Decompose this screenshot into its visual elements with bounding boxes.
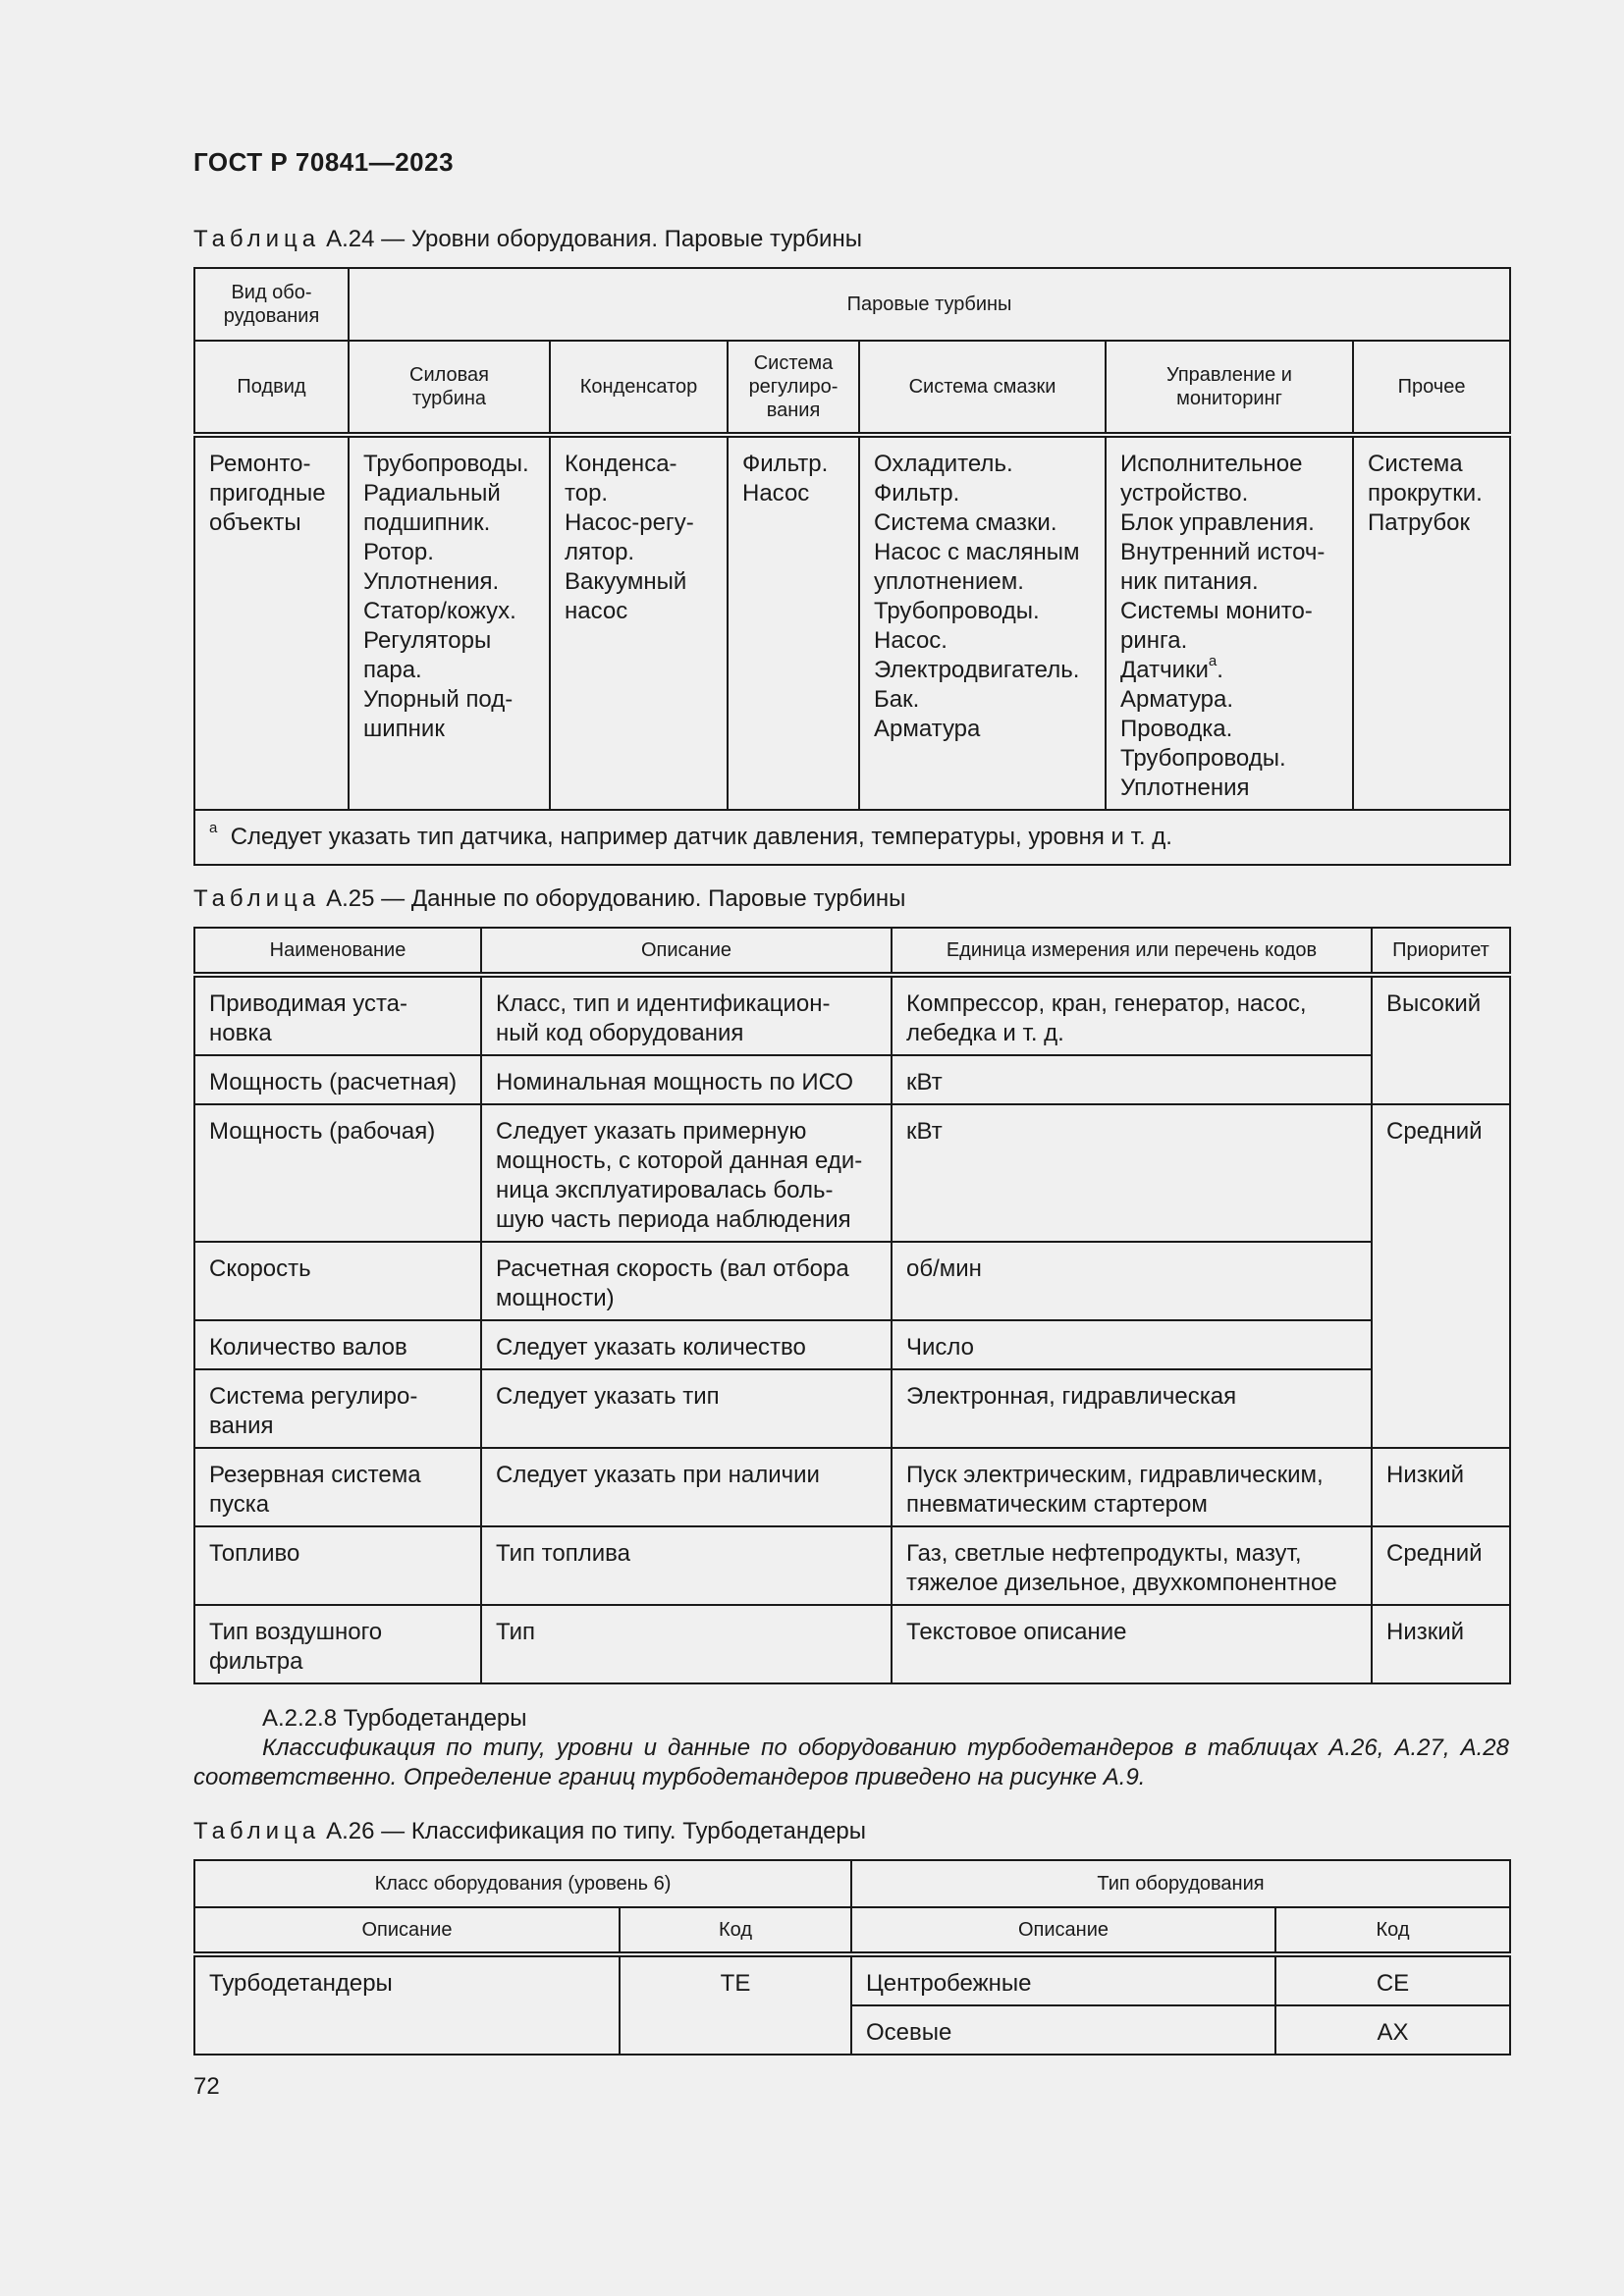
cell-control-monitoring bbox=[1106, 435, 1353, 810]
class-code: TE bbox=[620, 1954, 851, 2055]
row-name: Мощность (рабочая) bbox=[194, 1104, 481, 1242]
row-unit: Пуск электрическим, гидравлическим, пневматическим стартером bbox=[892, 1448, 1372, 1526]
row-name: Мощность (расчетная) bbox=[194, 1055, 481, 1104]
cell-other: Система прокрутки. Патрубок bbox=[1353, 435, 1510, 810]
row-description: Номинальная мощность по ИСО bbox=[481, 1055, 892, 1104]
header-lube-system: Система смазки bbox=[859, 341, 1106, 435]
row-unit: Текстовое описание bbox=[892, 1605, 1372, 1683]
type-description: Осевые bbox=[851, 2005, 1275, 2055]
row-description: Следует указать при наличии bbox=[481, 1448, 892, 1526]
header-priority: Приоритет bbox=[1372, 928, 1510, 975]
cell-control-system: Фильтр. Насос bbox=[728, 435, 859, 810]
row-description: Следует указать тип bbox=[481, 1369, 892, 1448]
table-row bbox=[194, 1242, 1510, 1320]
section-paragraph: Классификация по типу, уровни и данные по оборудованию турбодетандеров в таблицах А.26, А.27, А.28 соответственно. Определение границ турбодетандеров приведено на рисунке А.9. bbox=[193, 1735, 1509, 1790]
type-description: Центробежные bbox=[851, 1954, 1275, 2005]
header-equipment-class: Класс оборудования (уровень 6) bbox=[194, 1860, 851, 1907]
row-unit: Газ, светлые нефтепродукты, мазут, тяжелое дизельное, двухкомпонентное bbox=[892, 1526, 1372, 1605]
footnote-ref: a bbox=[1208, 653, 1218, 669]
table-row bbox=[194, 1605, 1510, 1683]
row-label-maintainable: Ремонто- пригодные объекты bbox=[194, 435, 349, 810]
row-name: Топливо bbox=[194, 1526, 481, 1605]
row-name: Количество валов bbox=[194, 1320, 481, 1369]
sensors-item: Датчики$^a$. bbox=[1120, 653, 1223, 683]
table-row bbox=[194, 1448, 1510, 1526]
table-a26 bbox=[193, 1859, 1511, 2056]
table-row bbox=[194, 1526, 1510, 1605]
caption-text: А.26 — Классификация по типу. Турбодетандеры bbox=[326, 1818, 867, 1844]
page-number: 72 bbox=[193, 2073, 220, 2100]
table-a24-caption bbox=[193, 226, 862, 253]
row-description: Расчетная скорость (вал отбора мощности) bbox=[481, 1242, 892, 1320]
row-priority: Средний bbox=[1372, 1104, 1510, 1448]
row-unit: Электронная, гидравлическая bbox=[892, 1369, 1372, 1448]
header-type-code: Код bbox=[1275, 1907, 1510, 1954]
table-row bbox=[194, 1954, 1510, 2005]
footnote-mark: a bbox=[209, 820, 218, 836]
footnote bbox=[194, 810, 1510, 865]
table-a25-caption bbox=[193, 885, 905, 913]
row-name: Резервная система пуска bbox=[194, 1448, 481, 1526]
row-name: Тип воздушного фильтра bbox=[194, 1605, 481, 1683]
control-items-tail: Арматура. Проводка. Трубопроводы. Уплотнения bbox=[1120, 686, 1286, 801]
section-turboexpanders bbox=[193, 1704, 1509, 1792]
header-subtype: Подвид bbox=[194, 341, 349, 435]
type-code: CE bbox=[1275, 1954, 1510, 2005]
table-row bbox=[194, 975, 1510, 1055]
table-row bbox=[194, 1104, 1510, 1242]
row-unit: кВт bbox=[892, 1055, 1372, 1104]
header-description: Описание bbox=[481, 928, 892, 975]
table-row bbox=[194, 1369, 1510, 1448]
cell-power-turbine: Трубопроводы. Радиальный подшипник. Ротор. Уплотнения. Статор/кожух. Регуляторы пара. Упорный под- шипник bbox=[349, 435, 550, 810]
table-row bbox=[194, 1320, 1510, 1369]
header-condenser: Конденсатор bbox=[550, 341, 728, 435]
header-power-turbine: Силовая турбина bbox=[349, 341, 550, 435]
caption-prefix: Таблица bbox=[193, 226, 321, 252]
cell-condenser: Конденса- тор. Насос-регу- лятор. Вакуумный насос bbox=[550, 435, 728, 810]
caption-text: А.25 — Данные по оборудованию. Паровые турбины bbox=[326, 885, 906, 912]
row-priority: Высокий bbox=[1372, 975, 1510, 1104]
header-class-code: Код bbox=[620, 1907, 851, 1954]
row-priority: Низкий bbox=[1372, 1448, 1510, 1526]
class-description: Турбодетандеры bbox=[194, 1954, 620, 2055]
footnote-text: Следует указать тип датчика, например датчик давления, температуры, уровня и т. д. bbox=[230, 824, 1172, 850]
caption-text: А.24 — Уровни оборудования. Паровые турбины bbox=[326, 226, 862, 252]
row-name: Скорость bbox=[194, 1242, 481, 1320]
header-unit: Единица измерения или перечень кодов bbox=[892, 928, 1372, 975]
row-description: Следует указать количество bbox=[481, 1320, 892, 1369]
header-class-description: Описание bbox=[194, 1907, 620, 1954]
row-name: Приводимая уста- новка bbox=[194, 975, 481, 1055]
row-priority: Низкий bbox=[1372, 1605, 1510, 1683]
section-heading: А.2.2.8 Турбодетандеры bbox=[262, 1705, 527, 1732]
row-description: Следует указать примерную мощность, с которой данная еди- ница эксплуатировалась боль- шую часть периода наблюдения bbox=[481, 1104, 892, 1242]
row-description: Тип bbox=[481, 1605, 892, 1683]
control-items: Исполнительное устройство. Блок управления. Внутренний источ- ник питания. Системы монито- ринга. bbox=[1120, 451, 1326, 654]
header-name: Наименование bbox=[194, 928, 481, 975]
row-unit: Компрессор, кран, генератор, насос, лебедка и т. д. bbox=[892, 975, 1372, 1055]
header-equipment-type: Тип оборудования bbox=[851, 1860, 1510, 1907]
row-description: Класс, тип и идентификацион- ный код оборудования bbox=[481, 975, 892, 1055]
header-other: Прочее bbox=[1353, 341, 1510, 435]
row-priority: Средний bbox=[1372, 1526, 1510, 1605]
header-control-system: Система регулиро- вания bbox=[728, 341, 859, 435]
table-a25 bbox=[193, 927, 1511, 1684]
row-name: Система регулиро- вания bbox=[194, 1369, 481, 1448]
table-a24 bbox=[193, 267, 1511, 866]
row-unit: кВт bbox=[892, 1104, 1372, 1242]
header-equipment-type: Вид обо- рудования bbox=[194, 268, 349, 341]
type-code: AX bbox=[1275, 2005, 1510, 2055]
row-unit: Число bbox=[892, 1320, 1372, 1369]
table-a26-caption bbox=[193, 1818, 866, 1845]
document-id: ГОСТ Р 70841—2023 bbox=[193, 147, 455, 177]
table-row bbox=[194, 1055, 1510, 1104]
caption-prefix: Таблица bbox=[193, 1818, 321, 1844]
header-steam-turbines: Паровые турбины bbox=[349, 268, 1510, 341]
header-control-monitoring: Управление и мониторинг bbox=[1106, 341, 1353, 435]
row-unit: об/мин bbox=[892, 1242, 1372, 1320]
row-description: Тип топлива bbox=[481, 1526, 892, 1605]
caption-prefix: Таблица bbox=[193, 885, 321, 912]
cell-lube-system: Охладитель. Фильтр. Система смазки. Насос с масляным уплотнением. Трубопроводы. Насос. Электродвигатель. Бак. Арматура bbox=[859, 435, 1106, 810]
header-type-description: Описание bbox=[851, 1907, 1275, 1954]
